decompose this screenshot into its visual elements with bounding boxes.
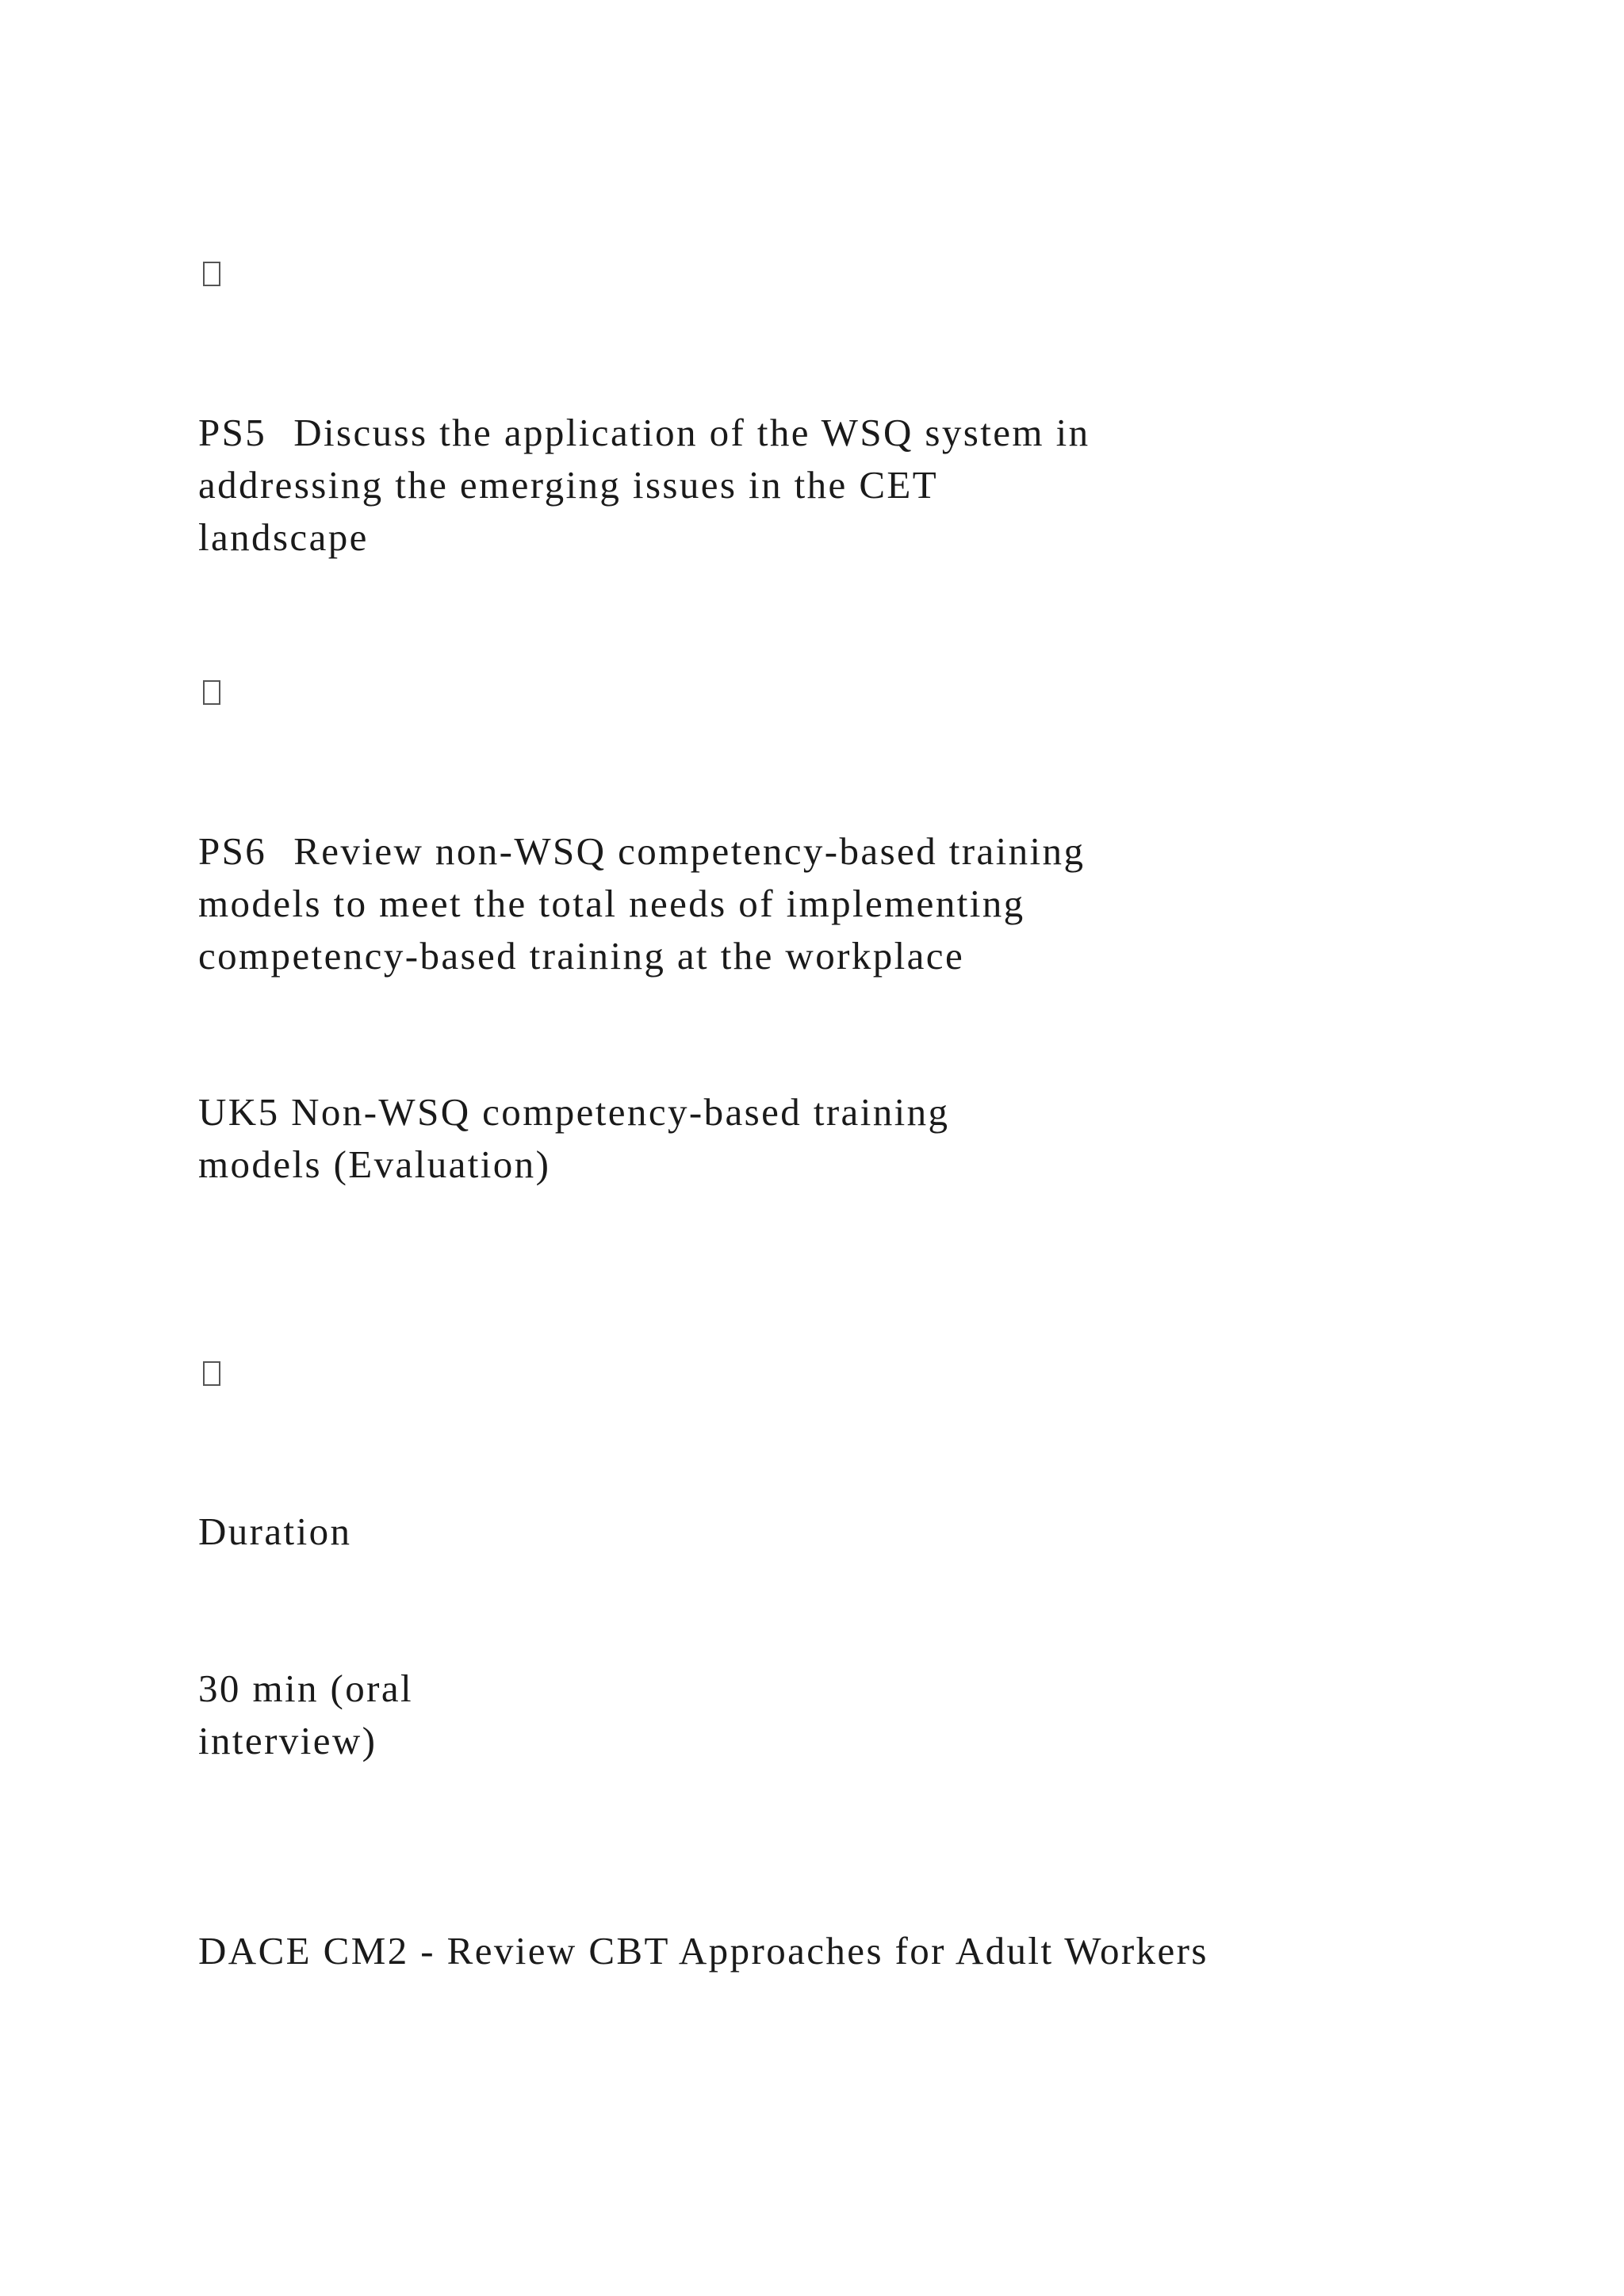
ps6-code: PS6 — [198, 829, 267, 873]
duration-value-line-1: 30 min (oral — [198, 1667, 414, 1710]
ps5-line-1 — [198, 407, 1090, 459]
ps5-text-line-3: landscape — [198, 515, 369, 559]
uk5-text-line-2: models (Evaluation) — [198, 1142, 551, 1186]
ps5-code: PS5 — [198, 411, 267, 454]
document-footer-title: DACE CM2 - Review CBT Approaches for Adult Workers — [198, 1929, 1208, 1973]
uk5-text-line-1: UK5 Non-WSQ competency-based training — [198, 1090, 950, 1134]
missing-glyph-box-icon — [203, 1361, 220, 1386]
missing-glyph-box-icon — [203, 680, 220, 705]
ps6-text-line-3: competency-based training at the workplace — [198, 934, 965, 978]
ps6-text-line-2: models to meet the total needs of implementing — [198, 882, 1025, 925]
ps6-text-line-1: Review non-WSQ competency-based training — [293, 829, 1086, 873]
duration-value-line-2: interview) — [198, 1719, 377, 1762]
ps6-line-1 — [198, 825, 1085, 878]
duration-label: Duration — [198, 1510, 352, 1553]
missing-glyph-box-icon — [203, 262, 220, 286]
ps5-text-line-2: addressing the emerging issues in the CET — [198, 463, 939, 507]
ps5-text-line-1: Discuss the application of the WSQ system in — [293, 411, 1090, 454]
